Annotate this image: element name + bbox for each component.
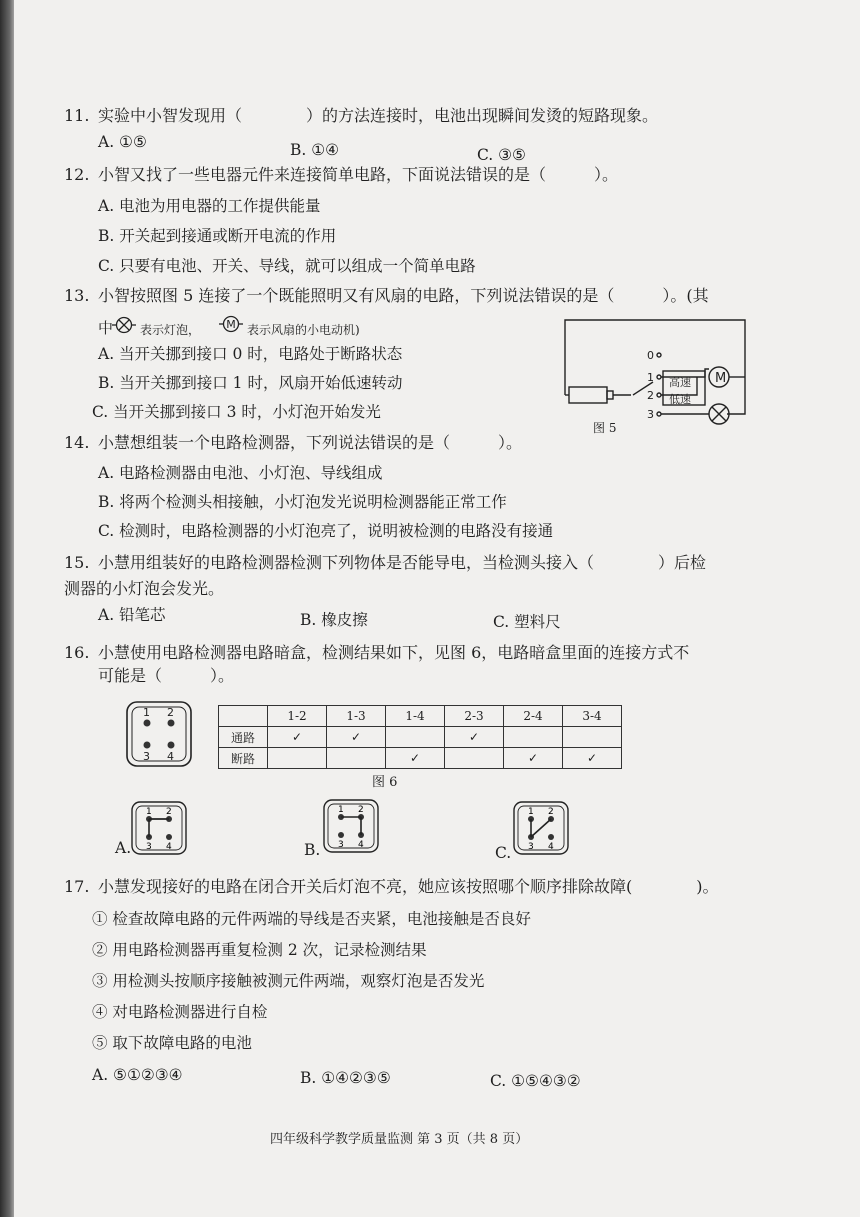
q12-option-a: A. 电池为用电器的工作提供能量 bbox=[98, 197, 321, 215]
table-row bbox=[219, 748, 622, 769]
svg-text:3: 3 bbox=[143, 750, 150, 763]
svg-text:4: 4 bbox=[548, 842, 554, 852]
q15-option-b: B. 橡皮擦 bbox=[300, 611, 368, 629]
table-cell bbox=[327, 748, 386, 769]
table-cell bbox=[445, 748, 504, 769]
table-cell bbox=[386, 727, 445, 748]
q17-number: 17. bbox=[64, 877, 90, 896]
q12-option-b: B. 开关起到接通或断开电流的作用 bbox=[98, 227, 337, 245]
q13-option-c: C. 当开关挪到接口 3 时，小灯泡开始发光 bbox=[92, 403, 381, 421]
q15-stem-line2: 测器的小灯泡会发光。 bbox=[64, 579, 225, 598]
q16-stem: 小慧使用电路检测器电路暗盒，检测结果如下，见图 6，电路暗盒里面的连接方式不 bbox=[98, 643, 690, 662]
q15-option-c: C. 塑料尺 bbox=[493, 613, 561, 631]
svg-text:1: 1 bbox=[338, 805, 344, 815]
q13-number: 13. bbox=[64, 286, 90, 305]
svg-text:2: 2 bbox=[548, 807, 554, 817]
q15-number: 15. bbox=[64, 553, 90, 572]
q14-stem: 小慧想组装一个电路检测器，下列说法错误的是（ ）。 bbox=[98, 433, 523, 452]
svg-text:4: 4 bbox=[166, 842, 172, 852]
q15-stem: 小慧用组装好的电路检测器检测下列物体是否能导电，当检测头接入（ ）后检 bbox=[98, 553, 707, 572]
q13-option-b: B. 当开关挪到接口 1 时，风扇开始低速转动 bbox=[98, 374, 403, 392]
svg-text:3: 3 bbox=[528, 842, 534, 852]
table-cell: ✓ bbox=[327, 727, 386, 748]
svg-text:2: 2 bbox=[358, 805, 364, 815]
q14-number: 14. bbox=[64, 433, 90, 452]
fig6-result-table bbox=[218, 705, 622, 769]
table-cell: ✓ bbox=[504, 748, 563, 769]
q16-stem-line2: 可能是（ ）。 bbox=[98, 666, 235, 685]
table-cell: ✓ bbox=[445, 727, 504, 748]
q13-option-a: A. 当开关挪到接口 0 时，电路处于断路状态 bbox=[98, 345, 403, 363]
table-cell: ✓ bbox=[386, 748, 445, 769]
q17-step-1: ① 检查故障电路的元件两端的导线是否夹紧，电池接触是否良好 bbox=[92, 910, 531, 928]
q13-stem-line2-c: 表示风扇的小电动机) bbox=[247, 323, 360, 337]
pair-header: 1-3 bbox=[327, 706, 386, 727]
svg-text:1: 1 bbox=[528, 807, 534, 817]
svg-text:3: 3 bbox=[338, 840, 344, 850]
table-cell: ✓ bbox=[563, 748, 622, 769]
page-footer: 四年级科学教学质量监测 第 3 页（共 8 页） bbox=[270, 1132, 529, 1147]
svg-text:1: 1 bbox=[143, 706, 150, 719]
svg-text:4: 4 bbox=[167, 750, 174, 763]
row-label: 断路 bbox=[219, 748, 268, 769]
svg-text:4: 4 bbox=[358, 840, 364, 850]
pair-header: 2-4 bbox=[504, 706, 563, 727]
row-label: 通路 bbox=[219, 727, 268, 748]
fig5-port-2: 2 bbox=[647, 389, 654, 402]
q14-option-c: C. 检测时，电路检测器的小灯泡亮了，说明被检测的电路没有接通 bbox=[98, 522, 554, 540]
motor-symbol-icon bbox=[222, 315, 240, 333]
q15-option-a: A. 铅笔芯 bbox=[98, 606, 166, 624]
table-row bbox=[219, 706, 622, 727]
q13-stem: 小智按照图 5 连接了一个既能照明又有风扇的电路，下列说法错误的是（ ）。(其 bbox=[98, 286, 709, 305]
fig6-black-box bbox=[125, 700, 205, 770]
svg-text:1: 1 bbox=[146, 807, 152, 817]
q11-option-c: C. ③⑤ bbox=[477, 146, 526, 164]
fig5-port-0: 0 bbox=[647, 349, 654, 362]
q16-option-c: C. bbox=[495, 844, 512, 862]
q16-option-b: B. bbox=[304, 841, 321, 859]
q11-option-b: B. ①④ bbox=[290, 141, 340, 159]
fig5-port-1: 1 bbox=[647, 371, 654, 384]
q17-step-4: ④ 对电路检测器进行自检 bbox=[92, 1003, 268, 1021]
q17-option-c: C. ①⑤④③② bbox=[490, 1072, 581, 1090]
q14-option-a: A. 电路检测器由电池、小灯泡、导线组成 bbox=[98, 464, 383, 482]
q17-stem: 小慧发现接好的电路在闭合开关后灯泡不亮，她应该按照哪个顺序排除故障( )。 bbox=[98, 877, 719, 896]
q14-option-b: B. 将两个检测头相接触，小灯泡发光说明检测器能正常工作 bbox=[98, 493, 507, 511]
table-cell bbox=[504, 727, 563, 748]
q17-step-2: ② 用电路检测器再重复检测 2 次，记录检测结果 bbox=[92, 941, 427, 959]
table-cell: ✓ bbox=[268, 727, 327, 748]
q11-stem: 实验中小智发现用（ ）的方法连接时，电池出现瞬间发烫的短路现象。 bbox=[98, 106, 659, 125]
q16-option-a: A. bbox=[115, 839, 132, 857]
q17-option-a: A. ⑤①②③④ bbox=[92, 1066, 183, 1084]
fig5-low-speed-label: 低速 bbox=[669, 393, 691, 406]
fig5-caption: 图 5 bbox=[593, 421, 617, 435]
pair-header: 3-4 bbox=[563, 706, 622, 727]
figure-5-circuit-diagram bbox=[555, 320, 755, 440]
fig5-high-speed-label: 高速 bbox=[669, 376, 691, 389]
q13-stem-line2-b: 表示灯泡， bbox=[140, 323, 201, 337]
q12-stem: 小智又找了一些电器元件来连接简单电路，下面说法错误的是（ ）。 bbox=[98, 165, 619, 184]
q17-step-5: ⑤ 取下故障电路的电池 bbox=[92, 1034, 252, 1052]
table-cell bbox=[563, 727, 622, 748]
pair-header: 1-4 bbox=[386, 706, 445, 727]
option-a-box-diagram bbox=[130, 800, 190, 860]
table-cell bbox=[268, 748, 327, 769]
svg-text:2: 2 bbox=[167, 706, 174, 719]
table-row bbox=[219, 727, 622, 748]
q17-step-3: ③ 用检测头按顺序接触被测元件两端，观察灯泡是否发光 bbox=[92, 972, 485, 990]
q17-option-b: B. ①④②③⑤ bbox=[300, 1069, 391, 1087]
fig6-caption: 图 6 bbox=[372, 775, 398, 790]
pair-header: 1-2 bbox=[268, 706, 327, 727]
q12-number: 12. bbox=[64, 165, 90, 184]
q11-number: 11. bbox=[64, 106, 90, 125]
svg-text:M: M bbox=[226, 318, 236, 331]
fig5-motor-label: M bbox=[715, 371, 727, 386]
option-c-box-diagram bbox=[512, 800, 572, 860]
q12-option-c: C. 只要有电池、开关、导线，就可以组成一个简单电路 bbox=[98, 257, 476, 275]
pair-header: 2-3 bbox=[445, 706, 504, 727]
bulb-symbol-icon bbox=[115, 316, 133, 334]
option-b-box-diagram bbox=[322, 798, 382, 858]
q16-number: 16. bbox=[64, 643, 90, 662]
q11-option-a: A. ①⑤ bbox=[98, 133, 147, 151]
q13-stem-line2-a: 中 bbox=[98, 319, 114, 337]
svg-text:3: 3 bbox=[146, 842, 152, 852]
svg-text:2: 2 bbox=[166, 807, 172, 817]
fig5-port-3: 3 bbox=[647, 408, 654, 421]
